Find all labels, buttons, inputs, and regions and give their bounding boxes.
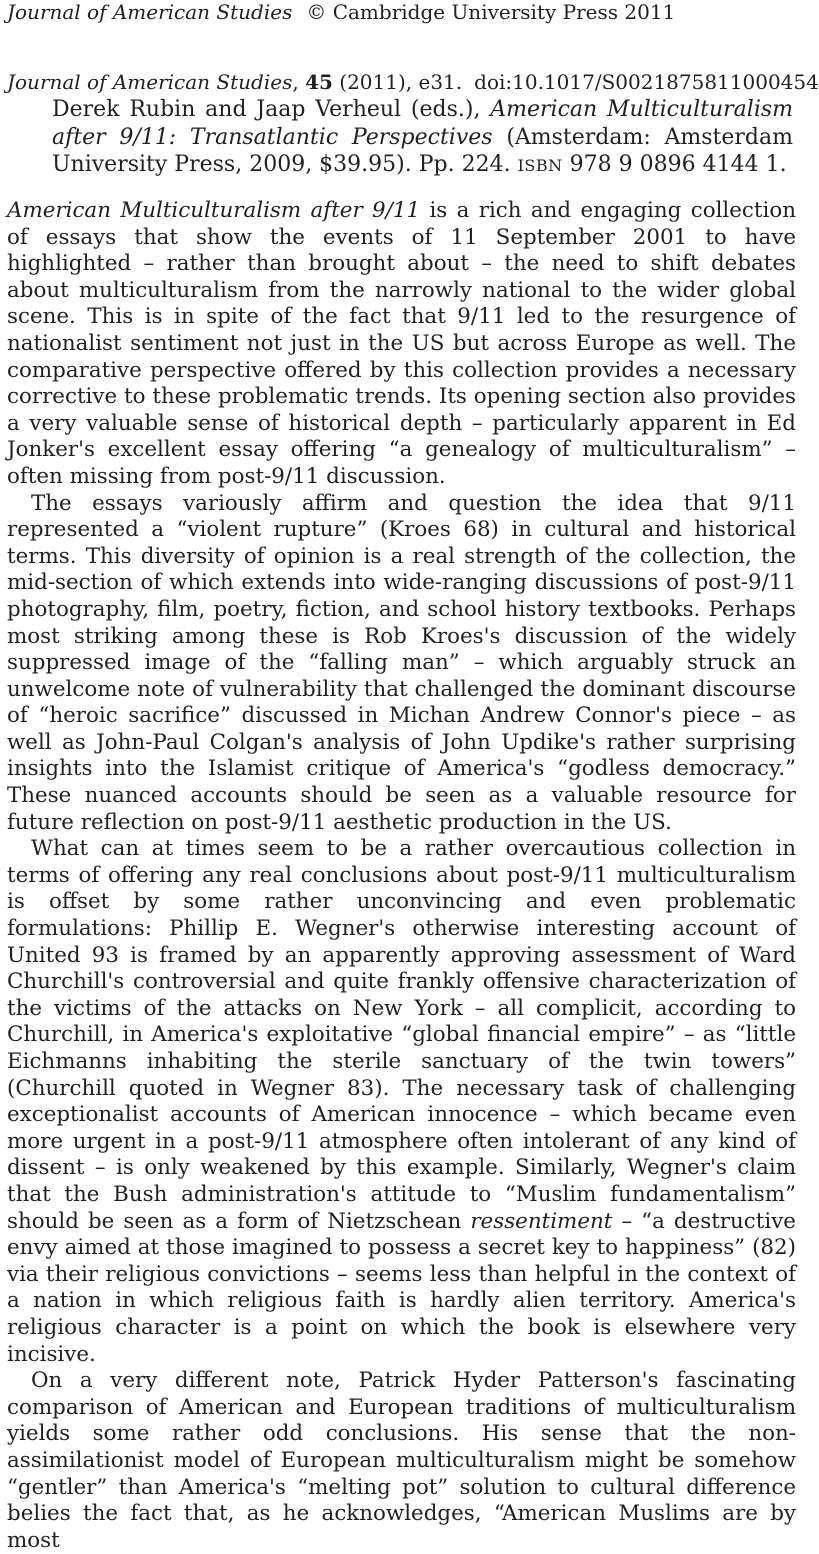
book-publisher: (Amsterdam: Amsterdam University Press, 2009, $39.95). Pp. 224. xyxy=(52,124,793,177)
book-title: American Multiculturalism after 9/11: Transatlantic Perspectives xyxy=(52,97,794,150)
citation-volume: 45 xyxy=(305,70,333,94)
citation-journal: Journal of American Studies xyxy=(7,70,293,94)
paragraph-3 xyxy=(7,836,796,1368)
isbn-label: ISBN xyxy=(517,156,563,175)
article-citation: Journal of American Studies, 45 (2011), e31. doi:10.1017/S0021875811000454 xyxy=(7,70,819,94)
running-head xyxy=(7,0,675,24)
review-heading xyxy=(52,96,793,180)
review-body xyxy=(7,198,796,1554)
paragraph-2: The essays variously affirm and question the idea that 9/11 represented a “violent rupture” (Kroes 68) in cultural and historical terms. This diversity of opinion is a real strength of the collection, the mid-section of which extends into wide-ranging discussions of post-9/11 photography, film, poetry, fiction, and school history textbooks. Perhaps most striking among these is Rob Kroes's discussion of the widely suppressed image of the “falling man” – which arguably struck an unwelcome note of vulnerability that challenged the dominant discourse of “heroic sacrifice” discussed in Michan Andrew Connor's piece – as well as John-Paul Colgan's analysis of John Updike's rather surprising insights into the Islamist critique of America's “godless democracy.” These nuanced accounts should be seen as a valuable resource for future reflection on post-9/11 aesthetic production in the US. xyxy=(7,490,796,835)
paragraph-1-book-title: American Multiculturalism after 9/11 xyxy=(7,198,421,223)
paragraph-1 xyxy=(7,198,796,491)
paragraph-3-text-before: What can at times seem to be a rather overcautious collection in terms of offering any real conclusions about post-9/11 multiculturalism is offset by some rather unconvincing and even problematic formulations: Phillip E. Wegner's otherwise interesting account of United 93 is framed by an apparently approving assessment of Ward Churchill's controversial and quite frankly offensive characterization of the victims of the attacks on New York – all complicit, according to Churchill, in America's exploitative “global financial empire” – as “little Eichmanns inhabiting the sterile sanctuary of the twin towers” (Churchill quoted in Wegner 83). The necessary task of challenging exceptionalist accounts of American innocence – which became even more urgent in a post-9/11 atmosphere often intolerant of any kind of dissent – is only weakened by this example. Similarly, Wegner's claim that the Bush administration's attitude to “Muslim fundamentalism” should be seen as a form of Nietzschean xyxy=(7,836,796,1234)
paragraph-3-italic-term: ressentiment xyxy=(470,1208,613,1234)
running-head-copyright: © Cambridge University Press 2011 xyxy=(306,0,676,24)
paragraph-4: On a very different note, Patrick Hyder Patterson's fascinating comparison of American and European traditions of multiculturalism yields some rather odd conclusions. His sense that the non-assimilationist model of European multiculturalism might be somehow “gentler” than America's “melting pot” solution to cultural difference belies the fact that, as he acknowledges, “American Muslims are by most xyxy=(7,1368,796,1553)
book-isbn: 978 9 0896 4144 1. xyxy=(569,152,787,177)
paragraph-3-text-after: – “a destructive envy aimed at those imagined to possess a secret key to happiness” (82) via their religious convictions – seems less than helpful in the context of a nation in which religious faith is hardly alien territory. America's religious character is a point on which the book is elsewhere very incisive. xyxy=(7,1208,796,1367)
running-head-journal: Journal of American Studies xyxy=(7,0,293,24)
citation-doi[interactable]: doi:10.1017/S0021875811000454 xyxy=(474,70,819,94)
paragraph-1-text: is a rich and engaging collection of essays that show the events of 11 September 2001 to have highlighted – rather than brought about – the need to shift debates about multiculturalism from the narrowly national to the wider global scene. This is in spite of the fact that 9/11 led to the resurgence of nationalist sentiment not just in the US but across Europe as well. The comparative perspective offered by this collection provides a necessary corrective to these problematic trends. Its opening section also provides a very valuable sense of historical depth – particularly apparent in Ed Jonker's excellent essay offering “a genealogy of multiculturalism” – often missing from post-9/11 discussion. xyxy=(7,198,796,489)
citation-year-issue: (2011), e31. xyxy=(339,70,463,94)
book-editors: Derek Rubin and Jaap Verheul (eds.), xyxy=(52,97,481,122)
